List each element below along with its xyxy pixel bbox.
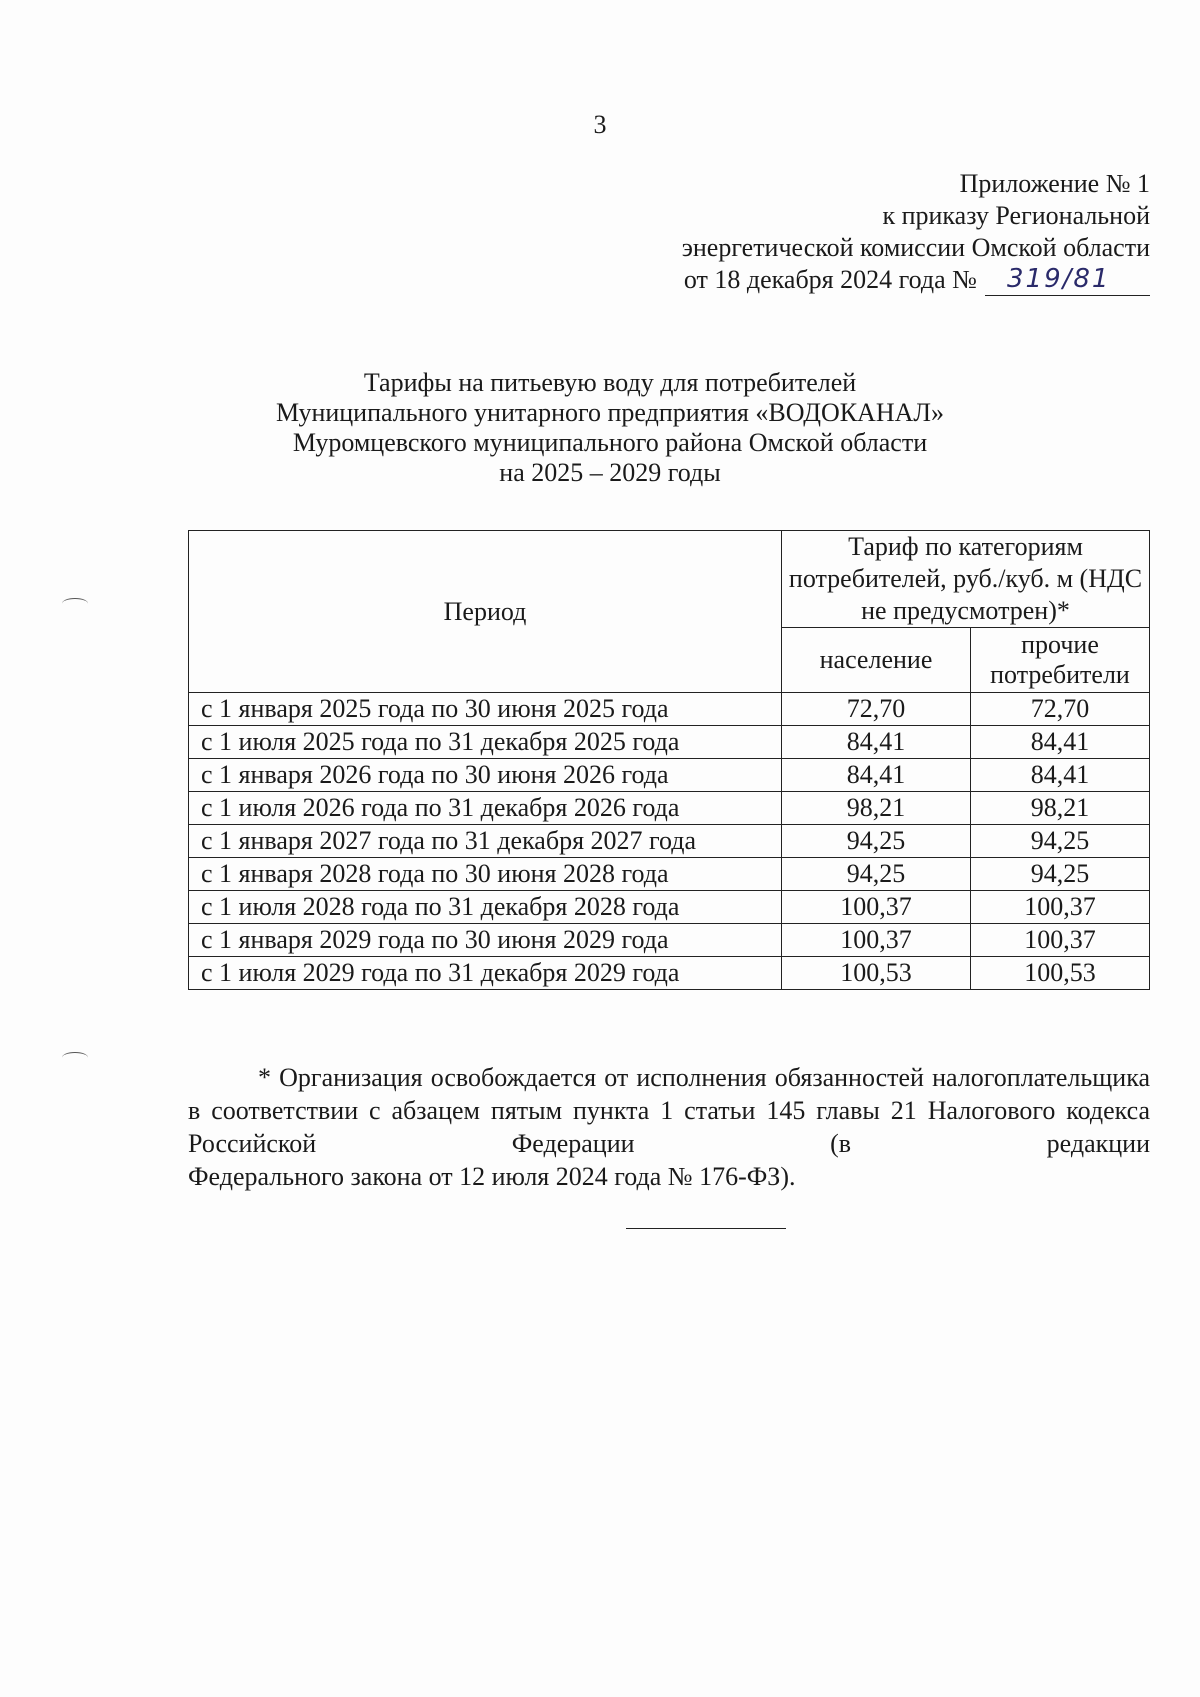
other-tariff-cell: 100,37: [971, 924, 1150, 957]
other-tariff-cell: 94,25: [971, 858, 1150, 891]
tariff-column-header: Тариф по категориям потребителей, руб./куб. м (НДС не предусмотрен)*: [782, 531, 1150, 628]
other-tariff-cell: 84,41: [971, 759, 1150, 792]
table-row: [189, 693, 1150, 726]
table-row: [189, 792, 1150, 825]
table-row: [189, 891, 1150, 924]
closing-divider: [626, 1228, 786, 1229]
appendix-header: [682, 168, 1150, 296]
period-cell: с 1 июля 2029 года по 31 декабря 2029 года: [189, 957, 782, 990]
population-tariff-cell: 84,41: [782, 726, 971, 759]
population-column-header: население: [782, 628, 971, 693]
population-tariff-cell: 100,37: [782, 924, 971, 957]
population-tariff-cell: 98,21: [782, 792, 971, 825]
footnote-last-line: Федерального закона от 12 июля 2024 года № 176-ФЗ).: [188, 1162, 796, 1191]
title-line-1: Тарифы на питьевую воду для потребителей: [363, 368, 857, 397]
table-row: [189, 924, 1150, 957]
appendix-commission: энергетической комиссии Омской области: [681, 233, 1150, 262]
scan-margin-mark: [62, 1052, 88, 1063]
other-tariff-cell: 94,25: [971, 825, 1150, 858]
footnote-text: * Организация освобождается от исполнения обязанностей налогоплательщика в соответствии с абзацем пятым пункта 1 статьи 145 главы 21 Налогового кодекса Российской Федерации (в редакции: [188, 1063, 1150, 1158]
table-row: [189, 759, 1150, 792]
table-row: [189, 957, 1150, 990]
population-tariff-cell: 100,53: [782, 957, 971, 990]
appendix-date-line: [682, 264, 1150, 296]
tariff-table-body: [189, 693, 1150, 990]
scan-margin-mark: [62, 598, 88, 609]
appendix-title: Приложение № 1: [959, 169, 1150, 198]
table-row: [189, 825, 1150, 858]
title-line-3: Муромцевского муниципального района Омской области: [292, 428, 928, 457]
period-cell: с 1 января 2028 года по 30 июня 2028 года: [189, 858, 782, 891]
period-cell: с 1 января 2026 года по 30 июня 2026 года: [189, 759, 782, 792]
period-column-header: Период: [189, 531, 782, 693]
order-number-field: [985, 265, 1150, 296]
population-tariff-cell: 84,41: [782, 759, 971, 792]
appendix-order-ref: к приказу Региональной: [882, 201, 1150, 230]
period-cell: с 1 января 2025 года по 30 июня 2025 года: [189, 693, 782, 726]
population-tariff-cell: 94,25: [782, 858, 971, 891]
other-tariff-cell: 98,21: [971, 792, 1150, 825]
period-cell: с 1 января 2027 года по 31 декабря 2027 года: [189, 825, 782, 858]
period-cell: с 1 июля 2025 года по 31 декабря 2025 года: [189, 726, 782, 759]
tariff-table: [188, 530, 1150, 990]
header-row-1: [189, 531, 1150, 628]
other-consumers-column-header: прочие потребители: [971, 628, 1150, 693]
period-cell: с 1 июля 2026 года по 31 декабря 2026 года: [189, 792, 782, 825]
table-row: [189, 858, 1150, 891]
other-tariff-cell: 84,41: [971, 726, 1150, 759]
population-tariff-cell: 72,70: [782, 693, 971, 726]
population-tariff-cell: 100,37: [782, 891, 971, 924]
tariff-table-header: [189, 531, 1150, 693]
handwritten-order-number: 319/81: [1007, 264, 1111, 294]
title-line-2: Муниципального унитарного предприятия «ВОДОКАНАЛ»: [275, 398, 945, 427]
period-cell: с 1 января 2029 года по 30 июня 2029 года: [189, 924, 782, 957]
other-tariff-cell: 72,70: [971, 693, 1150, 726]
appendix-date: от 18 декабря 2024 года №: [683, 265, 977, 294]
document-title: [0, 368, 1200, 488]
population-tariff-cell: 94,25: [782, 825, 971, 858]
page-number: 3: [593, 110, 607, 139]
period-cell: с 1 июля 2028 года по 31 декабря 2028 года: [189, 891, 782, 924]
title-line-4: на 2025 – 2029 годы: [499, 458, 721, 487]
other-tariff-cell: 100,37: [971, 891, 1150, 924]
table-row: [189, 726, 1150, 759]
other-tariff-cell: 100,53: [971, 957, 1150, 990]
